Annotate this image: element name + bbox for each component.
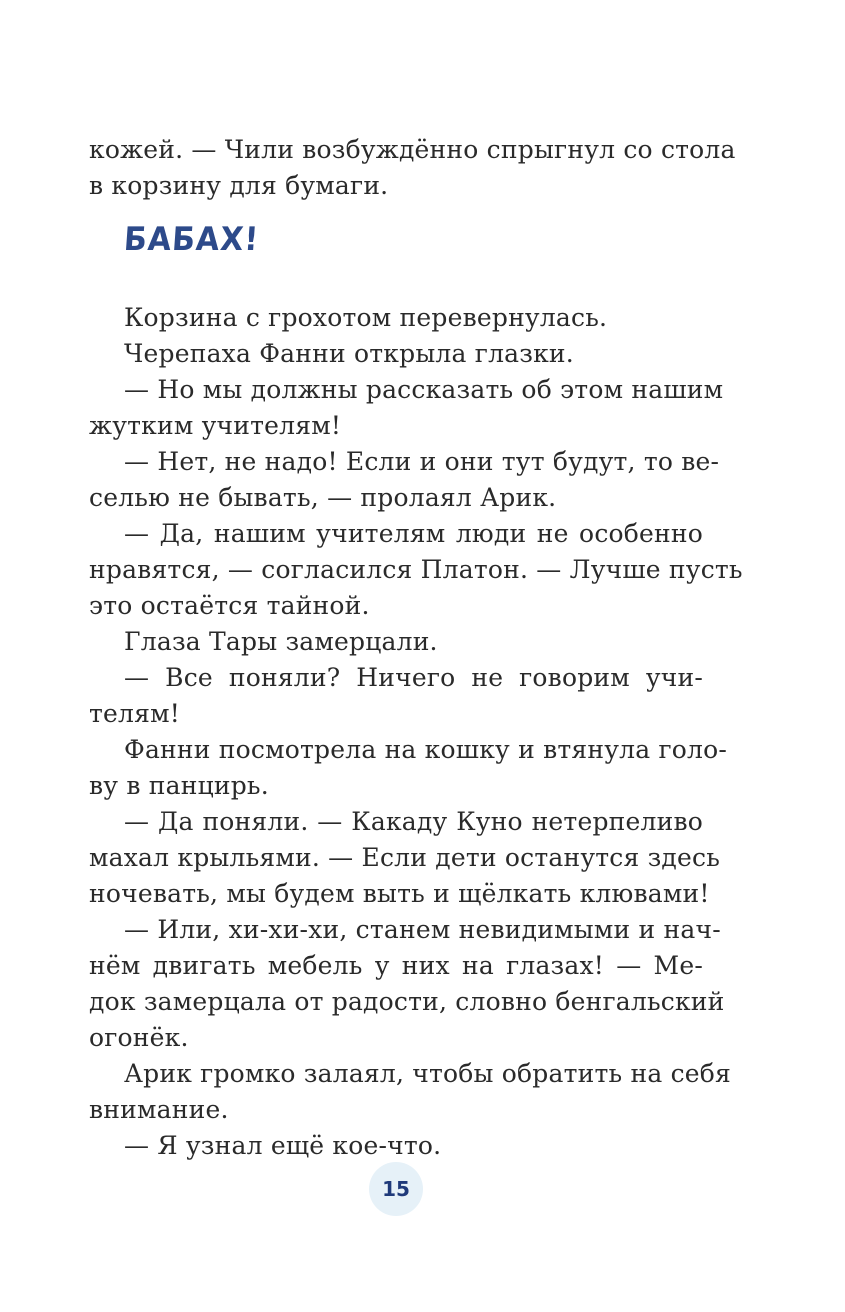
text-line: жутким учителям! bbox=[89, 411, 342, 440]
page-number-badge: 15 bbox=[369, 1162, 423, 1216]
text-line: Фанни посмотрела на кошку и втянула голо- bbox=[124, 735, 727, 764]
text-line: — Все поняли? Ничего не говорим учи- bbox=[124, 663, 703, 692]
text-line: — Да, нашим учителям люди не особенно bbox=[124, 519, 703, 548]
text-line: — Или, хи-хи-хи, станем невидимыми и нач- bbox=[124, 915, 721, 944]
text-line: кожей. — Чили возбуждённо спрыгнул со стола bbox=[89, 135, 736, 164]
text-line: Черепаха Фанни открыла глазки. bbox=[124, 339, 574, 368]
text-line: внимание. bbox=[89, 1095, 229, 1124]
text-line: это остаётся тайной. bbox=[89, 591, 370, 620]
sound-effect-text: БАБАХ! bbox=[122, 220, 261, 259]
text-line: нём двигать мебель у них на глазах! — Ме- bbox=[89, 951, 703, 980]
text-line: ночевать, мы будем выть и щёлкать клювами! bbox=[89, 879, 710, 908]
sound-effect-heading bbox=[89, 204, 703, 300]
text-line: нравятся, — согласился Платон. — Лучше пусть bbox=[89, 555, 743, 584]
text-line: телям! bbox=[89, 699, 180, 728]
text-line: док замерцала от радости, словно бенгальский bbox=[89, 987, 725, 1016]
text-line: — Но мы должны рассказать об этом нашим bbox=[124, 375, 724, 404]
text-line: — Нет, не надо! Если и они тут будут, то ве- bbox=[124, 447, 720, 476]
text-line: — Да поняли. — Какаду Куно нетерпеливо bbox=[124, 807, 703, 836]
text-line: селью не бывать, — пролаял Арик. bbox=[89, 483, 557, 512]
text-line: Корзина с грохотом перевернулась. bbox=[124, 303, 608, 332]
text-line: огонёк. bbox=[89, 1023, 189, 1052]
text-line: махал крыльями. — Если дети останутся здесь bbox=[89, 843, 721, 872]
page-text bbox=[89, 132, 743, 1164]
text-line: — Я узнал ещё кое-что. bbox=[124, 1131, 442, 1160]
text-line: ву в панцирь. bbox=[89, 771, 269, 800]
text-line: Глаза Тары замерцали. bbox=[124, 627, 438, 656]
text-line: в корзину для бумаги. bbox=[89, 171, 389, 200]
text-line: Арик громко залаял, чтобы обратить на себя bbox=[124, 1059, 731, 1088]
